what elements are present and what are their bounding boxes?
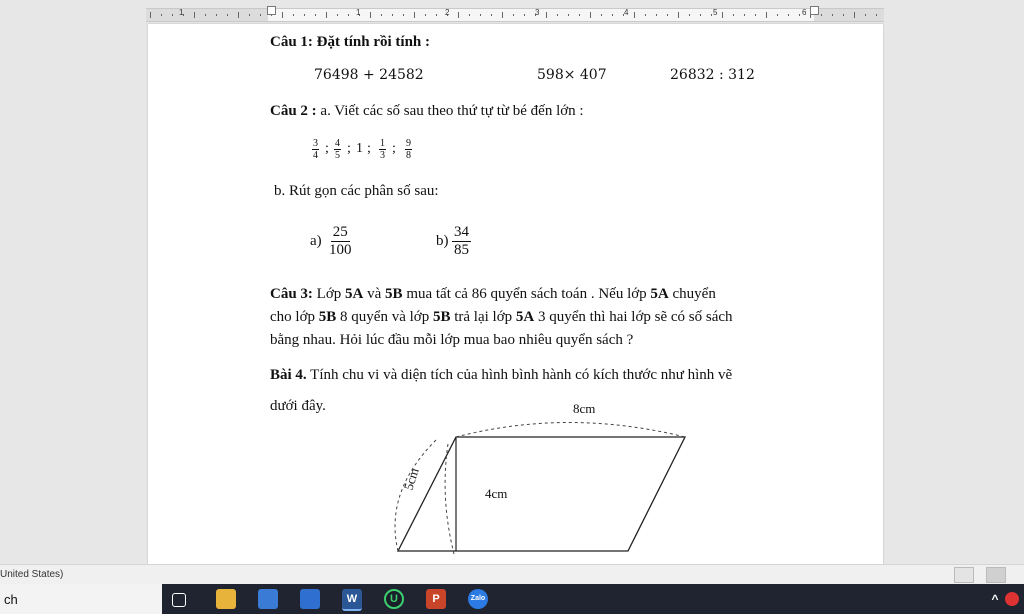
ruler-tick [414,12,415,18]
height-label: 4cm [485,486,508,501]
ruler-tick [645,14,646,16]
ruler-tick [513,14,514,16]
fraction-1-3: $\frac{1}{3}$ [380,138,385,161]
ruler-tick [689,14,690,16]
file-explorer-icon[interactable] [216,589,236,609]
ruler-tick [469,14,470,16]
reduce-label-a: a) [310,233,322,249]
mail-icon[interactable] [300,589,320,609]
ruler-tick [601,14,602,16]
ruler-tick [557,14,558,16]
ruler-tick [315,14,316,16]
q2-text-b: b. Rút gọn các phân số sau: [274,183,439,199]
ruler-tick [733,14,734,16]
ruler-tick [678,12,679,18]
read-mode-button[interactable] [954,567,974,583]
top-dimension-arc [456,423,685,438]
taskbar [0,584,1024,614]
ruler-tick [425,14,426,16]
q2-label: Câu 2 : [270,103,317,119]
ruler-tick [656,14,657,16]
ruler-number: 2 [445,8,450,17]
ruler-tick [172,14,173,16]
ruler-tick [205,14,206,16]
ruler-tick [436,14,437,16]
ruler-tick [524,14,525,16]
chevron-up-icon[interactable]: ^ [991,592,999,606]
separator: ; [347,141,351,156]
document-page[interactable] [148,24,883,564]
store-icon[interactable] [258,589,278,609]
ruler-tick [799,14,800,16]
q3-line-1: Câu 3: Lớp 5A và 5B mua tất cả 86 quyển sách toán . Nếu lớp 5A chuyển [270,286,716,302]
fraction-9-8: $\frac{9}{8}$ [406,138,411,161]
ruler-tick [744,14,745,16]
ruler-tick [590,12,591,18]
q1-expr-1: 76498 + 24582 [314,67,424,83]
status-bar [0,564,1024,585]
fraction-3-4: $\frac{3}{4}$ [313,138,318,161]
ruler-tick [568,14,569,16]
parallelogram-figure [148,24,883,564]
task-view-icon[interactable] [172,593,186,607]
ruler-number: 4 [624,8,629,17]
ruler-tick [238,12,239,18]
indent-marker-left[interactable] [267,6,276,15]
ruler-tick [876,14,877,16]
ruler-tick [370,12,371,18]
parallelogram-shape [398,437,685,551]
tray-app-icon[interactable] [1005,592,1019,606]
ruler-tick [546,12,547,18]
ruler-tick [612,14,613,16]
fraction-4-5: $\frac{4}{5}$ [335,138,340,161]
separator: ; [367,141,371,156]
ruler-tick [711,14,712,16]
ruler-number: 1 [356,8,361,17]
separator: ; [325,141,329,156]
ruler-tick [832,14,833,16]
ruler-number: 6 [802,8,807,17]
taskbar-search-box[interactable]: ch [0,584,162,614]
ruler-tick [667,14,668,16]
ruler-tick [854,12,855,18]
ruler-tick [502,12,503,18]
ruler-tick [755,14,756,16]
ruler-tick [766,12,767,18]
ruler-tick [865,14,866,16]
side-label: 5cm [400,465,422,492]
side-dimension-arc [395,440,436,551]
ruler-tick [348,14,349,16]
ruler-tick [491,14,492,16]
q2-text-a: a. Viết các số sau theo thứ tự từ bé đến lớn : [320,103,584,119]
horizontal-ruler[interactable] [146,8,884,22]
ruler-tick [634,12,635,18]
indent-marker-right[interactable] [810,6,819,15]
ruler-tick [722,12,723,18]
ruler-tick [788,14,789,16]
q1-expr-3: 26832 : 312 [670,67,755,83]
ruler-number: 5 [713,8,718,17]
ruler-tick [227,14,228,16]
top-label: 8cm [573,401,596,416]
ruler-tick [403,14,404,16]
ruler-tick [304,14,305,16]
zalo-icon[interactable]: Zalo [468,589,488,609]
q3-line-2: cho lớp 5B 8 quyển và lớp 5B trả lại lớp 5A 3 quyển thì hai lớp sẽ có số sách [270,309,733,325]
ruler-tick [161,14,162,16]
ruler-number: 3 [535,8,540,17]
ruler-tick [326,12,327,18]
ruler-tick [150,12,151,18]
ruler-tick [843,14,844,16]
height-dimension-arc [445,444,454,554]
q4-line-2: dưới đây. [270,398,326,414]
ruler-tick [260,14,261,16]
ruler-tick [337,14,338,16]
ruler-tick [293,14,294,16]
fraction-25-100: 25 100 [329,224,352,258]
ruler-tick [381,14,382,16]
ruler-tick [458,12,459,18]
ruler-tick [282,12,283,18]
q3-line-3: bằng nhau. Hỏi lúc đầu mỗi lớp mua bao nhiêu quyển sách ? [270,332,634,348]
upwork-icon[interactable]: U [384,589,404,609]
ruler-tick [821,14,822,16]
ruler-tick [216,14,217,16]
whole-number-1: 1 [356,141,363,156]
word-icon[interactable]: W [342,589,362,611]
reduce-label-b: b) [436,233,449,249]
ruler-tick [194,12,195,18]
ruler-tick [777,14,778,16]
ruler-tick [579,14,580,16]
powerpoint-icon[interactable]: P [426,589,446,609]
fraction-34-85: 34 85 [454,224,469,258]
language-indicator[interactable]: United States) [0,569,64,580]
ruler-tick [700,14,701,16]
ruler-tick [480,14,481,16]
q4-line-1: Bài 4. Tính chu vi và diện tích của hình bình hành có kích thước như hình vẽ [270,367,733,383]
print-layout-button[interactable] [986,567,1006,583]
ruler-number: 1 [179,8,184,17]
separator: ; [392,141,396,156]
q1-title: Câu 1: Đặt tính rồi tính : [270,34,431,50]
ruler-tick [392,14,393,16]
ruler-tick [249,14,250,16]
q1-expr-2: 598× 407 [537,67,607,83]
